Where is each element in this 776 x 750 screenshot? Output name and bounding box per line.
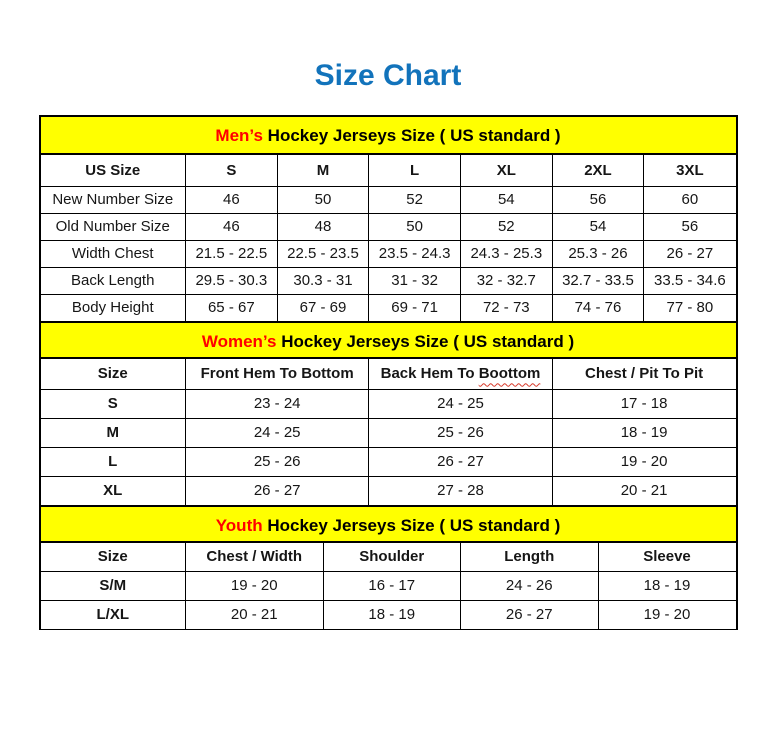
column-header: Sleeve xyxy=(598,543,736,571)
row-label: New Number Size xyxy=(41,186,186,213)
table-cell: 30.3 - 31 xyxy=(277,267,369,294)
table-cell: 50 xyxy=(277,186,369,213)
table-cell: 26 - 27 xyxy=(186,476,369,505)
table-row xyxy=(41,418,736,447)
table-cell: 25.3 - 26 xyxy=(552,240,644,267)
mens-table-body xyxy=(41,186,736,321)
row-label: Body Height xyxy=(41,294,186,321)
table-cell: 27 - 28 xyxy=(369,476,552,505)
table-cell: 52 xyxy=(369,186,461,213)
mens-size-table xyxy=(41,155,736,321)
mens-section-header-highlight: Men’s xyxy=(215,126,263,145)
column-header: Chest / Width xyxy=(186,543,324,571)
table-cell: 23 - 24 xyxy=(186,389,369,418)
table-cell: 20 - 21 xyxy=(186,600,324,629)
misspelled-word: Boottom xyxy=(478,365,541,383)
column-header: 2XL xyxy=(552,155,644,186)
table-cell: 74 - 76 xyxy=(552,294,644,321)
table-cell: 24.3 - 25.3 xyxy=(460,240,552,267)
table-cell: 54 xyxy=(552,213,644,240)
table-cell: 26 - 27 xyxy=(461,600,599,629)
youth-section xyxy=(41,505,736,629)
youth-section-header-highlight: Youth xyxy=(215,516,263,535)
table-cell: 18 - 19 xyxy=(598,571,736,600)
table-row xyxy=(41,213,736,240)
row-label: Width Chest xyxy=(41,240,186,267)
table-cell: 48 xyxy=(277,213,369,240)
womens-header-row xyxy=(41,359,736,389)
table-cell: 69 - 71 xyxy=(369,294,461,321)
table-cell: 17 - 18 xyxy=(552,389,735,418)
womens-section-header-highlight: Women’s xyxy=(201,332,277,351)
table-cell: 52 xyxy=(460,213,552,240)
table-row xyxy=(41,389,736,418)
youth-section-header-rest: Hockey Jerseys Size ( US standard ) xyxy=(262,516,561,535)
column-header: 3XL xyxy=(644,155,736,186)
table-row xyxy=(41,447,736,476)
table-cell: 56 xyxy=(644,213,736,240)
column-header xyxy=(369,359,552,389)
mens-section-header xyxy=(41,117,736,155)
column-header: Chest / Pit To Pit xyxy=(552,359,735,389)
table-cell: 18 - 19 xyxy=(323,600,461,629)
table-cell: 32 - 32.7 xyxy=(460,267,552,294)
table-cell: 19 - 20 xyxy=(186,571,324,600)
table-cell: 56 xyxy=(552,186,644,213)
youth-table-body xyxy=(41,571,736,629)
column-header: XL xyxy=(460,155,552,186)
row-label: L xyxy=(41,447,186,476)
youth-section-header xyxy=(41,505,736,543)
table-cell: 24 - 26 xyxy=(461,571,599,600)
table-cell: 31 - 32 xyxy=(369,267,461,294)
table-row xyxy=(41,267,736,294)
womens-size-table xyxy=(41,359,736,505)
table-cell: 22.5 - 23.5 xyxy=(277,240,369,267)
row-label: Old Number Size xyxy=(41,213,186,240)
table-row xyxy=(41,571,736,600)
youth-size-table xyxy=(41,543,736,629)
table-row xyxy=(41,476,736,505)
row-label: Back Length xyxy=(41,267,186,294)
table-cell: 29.5 - 30.3 xyxy=(186,267,278,294)
womens-section-header-rest: Hockey Jerseys Size ( US standard ) xyxy=(276,332,575,351)
table-cell: 24 - 25 xyxy=(369,389,552,418)
table-cell: 32.7 - 33.5 xyxy=(552,267,644,294)
womens-section xyxy=(41,321,736,505)
page-title: Size Chart xyxy=(314,59,462,92)
table-cell: 19 - 20 xyxy=(598,600,736,629)
table-cell: 20 - 21 xyxy=(552,476,735,505)
table-row xyxy=(41,294,736,321)
table-row xyxy=(41,600,736,629)
table-cell: 23.5 - 24.3 xyxy=(369,240,461,267)
column-header: Length xyxy=(461,543,599,571)
table-cell: 60 xyxy=(644,186,736,213)
table-cell: 50 xyxy=(369,213,461,240)
mens-section-header-rest: Hockey Jerseys Size ( US standard ) xyxy=(262,126,561,145)
table-cell: 26 - 27 xyxy=(369,447,552,476)
table-cell: 19 - 20 xyxy=(552,447,735,476)
row-label: M xyxy=(41,418,186,447)
table-cell: 46 xyxy=(186,213,278,240)
column-header: S xyxy=(186,155,278,186)
table-cell: 33.5 - 34.6 xyxy=(644,267,736,294)
table-cell: 65 - 67 xyxy=(186,294,278,321)
youth-header-row xyxy=(41,543,736,571)
row-label: L/XL xyxy=(41,600,186,629)
table-cell: 67 - 69 xyxy=(277,294,369,321)
column-header: Size xyxy=(41,543,186,571)
table-cell: 46 xyxy=(186,186,278,213)
mens-header-row xyxy=(41,155,736,186)
table-cell: 72 - 73 xyxy=(460,294,552,321)
row-label: XL xyxy=(41,476,186,505)
table-cell: 25 - 26 xyxy=(186,447,369,476)
mens-section xyxy=(41,117,736,321)
column-header: US Size xyxy=(41,155,186,186)
table-row xyxy=(41,186,736,213)
column-label-text: Back Hem To xyxy=(380,365,479,383)
table-cell: 26 - 27 xyxy=(644,240,736,267)
table-cell: 16 - 17 xyxy=(323,571,461,600)
table-cell: 18 - 19 xyxy=(552,418,735,447)
column-header: Front Hem To Bottom xyxy=(186,359,369,389)
size-chart xyxy=(39,115,738,630)
table-cell: 77 - 80 xyxy=(644,294,736,321)
table-row xyxy=(41,240,736,267)
womens-table-body xyxy=(41,389,736,505)
table-cell: 54 xyxy=(460,186,552,213)
row-label: S/M xyxy=(41,571,186,600)
column-header: Size xyxy=(41,359,186,389)
table-cell: 24 - 25 xyxy=(186,418,369,447)
row-label: S xyxy=(41,389,186,418)
column-header: L xyxy=(369,155,461,186)
table-cell: 21.5 - 22.5 xyxy=(186,240,278,267)
womens-section-header xyxy=(41,321,736,359)
column-header: Shoulder xyxy=(323,543,461,571)
column-header: M xyxy=(277,155,369,186)
table-cell: 25 - 26 xyxy=(369,418,552,447)
